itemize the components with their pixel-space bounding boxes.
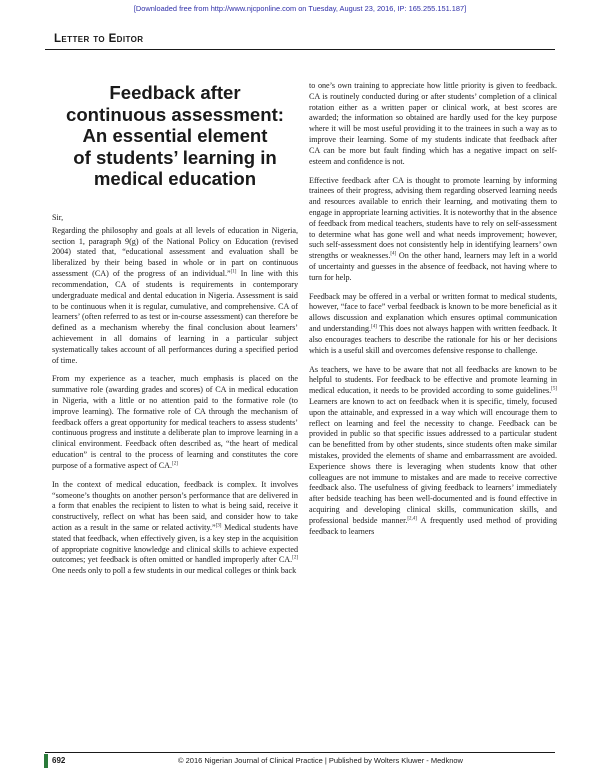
body-paragraph: Regarding the philosophy and goals at all levels of education in Nigeria, section 1, paragraph 9(g) of the National Policy on Education (revised 2004) stated that, “educational assessment and evaluation shall be liberalized by their being based in whole or in part on continuous assessment (CA) of the progress of an individual.”[1] In line with this recommendation, CA of students is requirements in contemporary undergraduate medical and dental education in Nigeria. Assessment is said to be continuous when it is regular, cumulative, and comprehensive. CA of learners’ (often referred to as test or in-course assessment) can therefore be defined as a mechanism whereby the final conclusion about learners’ achievement in all domains of learning in a particular subject systematically takes account of all performances during a specified period of time. — [52, 225, 298, 365]
title-line: An essential element — [82, 125, 268, 147]
body-paragraph: In the context of medical education, feedback is complex. It involves “someone’s thoughts on another person’s performance that are delivered in a form that enables the recipient to listen to what is being said, receive it constructively, reflect on what has been said, and consider how to take action as a result in the same or related activity.”[3] Medical students have stated that feedback, when effectively given, is a key step in the acquisition of appropriate cognitive knowledge and clinical skills to achieve expected outcomes; yet feedback is often omitted or handled improperly after CA.[2] One needs only to poll a few students in our medical colleges or think back — [52, 479, 298, 576]
reference-marker[interactable]: [2,4] — [407, 516, 417, 522]
reference-marker[interactable]: [5] — [551, 386, 557, 392]
reference-marker[interactable]: [4] — [390, 251, 397, 257]
title-line: of students’ learning in — [73, 146, 277, 168]
page-number-bar — [44, 754, 48, 768]
body-paragraph: As teachers, we have to be aware that not all feedbacks are known to be helpful to students. For feedback to be effective and promote learning in medical education, it needs to be provided according to some guidelines.[5] Learners are known to act on feedback when it is specific, timely, focused upon the attainable, and expressed in a way which will encourage them to reflect on learning and feel the necessity to change. Feedback can be provided in public so that specific issues addressed to a particular student can be benefitted from by other students, since students often make similar mistakes, provided the elements of shame and embarrassment are avoided. Experience shows there is leveraging when students know that other colleagues are not immune to mistakes and are made to receive corrective feedback also. The usefulness of giving feedback to learners’ immediately after bedside teaching has been well-documented and is found effective in acquiring and developing clinical skills, communication skills, and professional bedside manner.[2,4] A frequently used method of providing feedback to learners — [309, 364, 557, 536]
body-paragraph: From my experience as a teacher, much emphasis is placed on the summative role (awarding grades and scores) of CA in medical education in Nigeria, with a little or no attention paid to the formative role (to improve learning). The formative role of CA through the mechanism of feedback offers a great opportunity for medical teachers to assess students’ continuous progress and institute a deliberate plan to improve learning in a clinical environment. Feedback often described as, “the heart of medical education” is central to the process of learning and constitutes the core purpose of a formative aspect of CA.[2] — [52, 374, 298, 470]
header-rule — [45, 49, 555, 50]
title-line: continuous assessment: — [65, 103, 284, 125]
download-notice[interactable]: [Downloaded free from http://www.njcponline.com on Tuesday, August 23, 2016, IP: 165.255.151.187] — [133, 4, 467, 13]
section-label: Letter to Editor — [54, 33, 144, 45]
footer-rule — [45, 752, 555, 753]
reference-marker[interactable]: [3] — [215, 523, 222, 529]
title-line: Feedback after — [109, 82, 241, 103]
right-column — [309, 81, 557, 546]
page-number: 692 — [52, 756, 66, 765]
reference-marker[interactable]: [1] — [230, 269, 237, 275]
body-paragraph: to one’s own training to appreciate how little priority is given to feedback. CA is routinely conducted during or after students’ completion of a clinical rotation either as a written paper or clinical work, at best scores are awarded; the information so obtained are hardly used for the key purpose where it will be most useful providing it to the trainees in such a way as to improve their learning. Some of my students indicate that feedback after CA can be more but fault finding which has a negative impact on self-esteem and confidence is not. — [309, 81, 557, 166]
reference-marker[interactable]: [2] — [172, 461, 178, 467]
article-title — [48, 82, 302, 190]
left-column — [52, 213, 298, 585]
reference-marker[interactable]: [4] — [371, 324, 377, 330]
body-paragraph: Effective feedback after CA is thought to promote learning by informing trainees of their progress, advising them regarding observed learning needs and resources available to enrich their learning, and motivating them to engage in appropriate learning activities. It is noteworthy that in the absence of feedback from medical teachers, students have to rely on self-assessment to determine what has gone well and what needs improvement; however, such self-assessment does not consistently help in identifying learners’ own strengths or weaknesses.[4] On the other hand, learners may left in a world of uncertainty and guesses in the absence of feedback, not having where to turn for help. — [309, 175, 557, 282]
salutation: Sir, — [52, 213, 64, 222]
title-line: medical education — [93, 168, 257, 190]
footer-text: © 2016 Nigerian Journal of Clinical Practice | Published by Wolters Kluwer - Medknow — [178, 756, 463, 765]
body-paragraph: Feedback may be offered in a verbal or written format to medical students, however, “face to face” verbal feedback is known to be more beneficial as it allows discussion and explanation which ensures optimal communication and understanding.[4] This does not always happen with written feedback. It also encourages teachers to describe the rationale for his or her decisions which is a useful skill and overcomes defensive response to challenge. — [309, 291, 557, 355]
reference-marker[interactable]: [2] — [292, 555, 298, 561]
